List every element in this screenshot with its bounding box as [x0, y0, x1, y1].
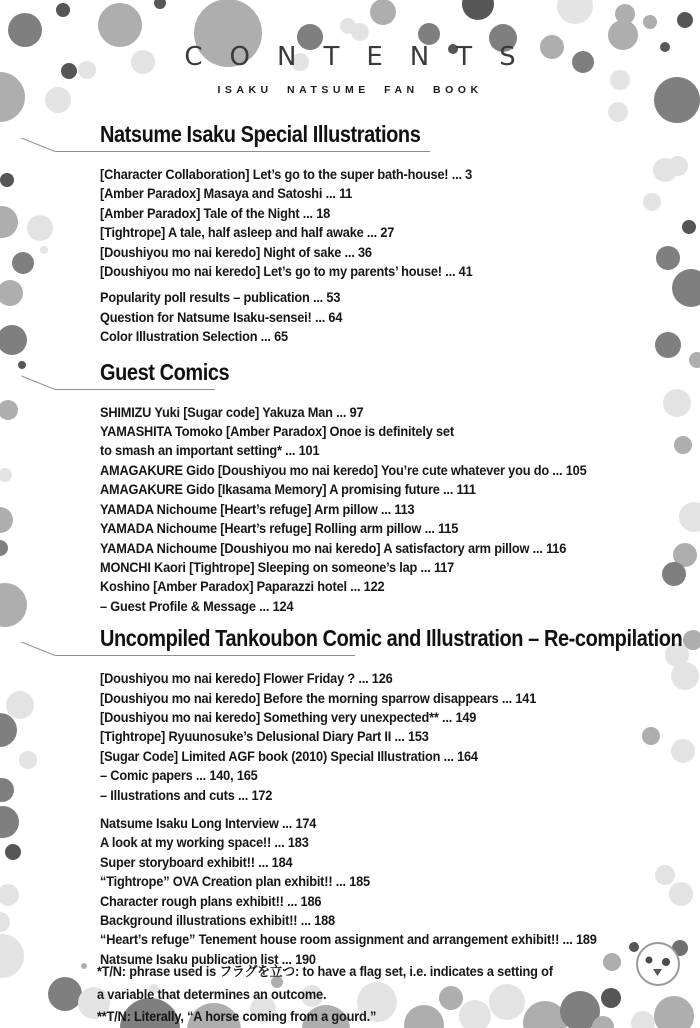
toc-entry: Natsume Isaku publication list ... 190 — [100, 951, 316, 967]
page-title: CONTENTS — [184, 42, 543, 72]
toc-entry: Color Illustration Selection ... 65 — [100, 329, 288, 345]
toc-entry: [Character Collaboration] Let’s go to the super bath-house! ... 3 — [100, 167, 473, 182]
toc-entry: – Guest Profile & Message ... 124 — [100, 598, 294, 614]
section-heading-text: Natsume Isaku Special Illustrations — [100, 121, 421, 147]
toc-entry: [Sugar Code] Limited AGF book (2010) Special Illustration ... 164 — [100, 748, 478, 764]
toc-entry: [Doushiyou mo nai keredo] Something very unexpected** ... 149 — [100, 709, 477, 725]
toc-entry: [Amber Paradox] Tale of the Night ... 18 — [100, 205, 331, 221]
toc-entry: [Doushiyou mo nai keredo] Night of sake ... 36 — [100, 244, 372, 260]
toc-entry: AMAGAKURE Gido [Doushiyou mo nai keredo] You’re cute whatever you do ... 105 — [100, 462, 587, 478]
toc-entry: [Amber Paradox] Masaya and Satoshi ... 11 — [100, 186, 353, 202]
footnote-line: **T/N: Literally, “A horse coming from a gourd.” — [97, 1009, 377, 1024]
toc-entry: Koshino [Amber Paradox] Paparazzi hotel ... 122 — [100, 579, 385, 595]
toc-entry: Character rough plans exhibit!! ... 186 — [100, 893, 322, 909]
toc-entry: [Tightrope] Ryuunosuke’s Delusional Diary Part II ... 153 — [100, 729, 429, 745]
toc-entry: – Illustrations and cuts ... 172 — [100, 787, 273, 803]
toc-entry: SHIMIZU Yuki [Sugar code] Yakuza Man ... 97 — [100, 404, 364, 420]
footnote-line: *T/N: phrase used is フラグを立つ: to have a flag set, i.e. indicates a setting of — [97, 964, 553, 979]
section-heading-text: Guest Comics — [100, 358, 230, 385]
footnote-line: a variable that determines an outcome. — [97, 986, 327, 1002]
toc-entry: “Tightrope” OVA Creation plan exhibit!! ... 185 — [100, 874, 370, 890]
toc-entry: Question for Natsume Isaku-sensei! ... 64 — [100, 309, 343, 325]
section-heading-text: Uncompiled Tankoubon Comic and Illustration – Re-compilation — [100, 625, 683, 652]
toc-entry: [Doushiyou mo nai keredo] Before the morning sparrow disappears ... 141 — [100, 690, 537, 706]
toc-entry: YAMADA Nichoume [Heart’s refuge] Arm pillow ... 113 — [100, 501, 415, 517]
toc-entry: [Doushiyou mo nai keredo] Let’s go to my parents’ house! ... 41 — [100, 264, 473, 280]
toc-entry: to smash an important setting* ... 101 — [100, 443, 320, 459]
panda-eye — [646, 957, 653, 964]
toc-entry: [Tightrope] A tale, half asleep and half awake ... 27 — [100, 225, 395, 241]
toc-entry: “Heart’s refuge” Tenement house room assignment and arrangement exhibit!! ... 189 — [100, 932, 597, 948]
toc-entry: Background illustrations exhibit!! ... 188 — [100, 913, 335, 928]
toc-entry: A look at my working space!! ... 183 — [100, 835, 309, 851]
toc-entry: YAMASHITA Tomoko [Amber Paradox] Onoe is definitely set — [100, 424, 454, 440]
panda-eye — [662, 958, 670, 966]
toc-entry: [Doushiyou mo nai keredo] Flower Friday ? ... 126 — [100, 671, 393, 687]
toc-entry: MONCHI Kaori [Tightrope] Sleeping on someone’s lap ... 117 — [100, 559, 455, 575]
toc-entry: YAMADA Nichoume [Heart’s refuge] Rolling arm pillow ... 115 — [100, 521, 459, 537]
toc-entry: AMAGAKURE Gido [Ikasama Memory] A promising future ... 111 — [100, 482, 476, 498]
toc-entry: YAMADA Nichoume [Doushiyou mo nai keredo] A satisfactory arm pillow ... 116 — [100, 540, 567, 556]
toc-entry: Popularity poll results – publication ... 53 — [100, 290, 341, 306]
toc-entry: Natsume Isaku Long Interview ... 174 — [100, 815, 317, 831]
toc-entry: – Comic papers ... 140, 165 — [100, 768, 258, 784]
page-subtitle: ISAKU NATSUME FAN BOOK — [217, 84, 483, 96]
panda-face — [637, 943, 679, 985]
toc-entry: Super storyboard exhibit!! ... 184 — [100, 854, 293, 870]
